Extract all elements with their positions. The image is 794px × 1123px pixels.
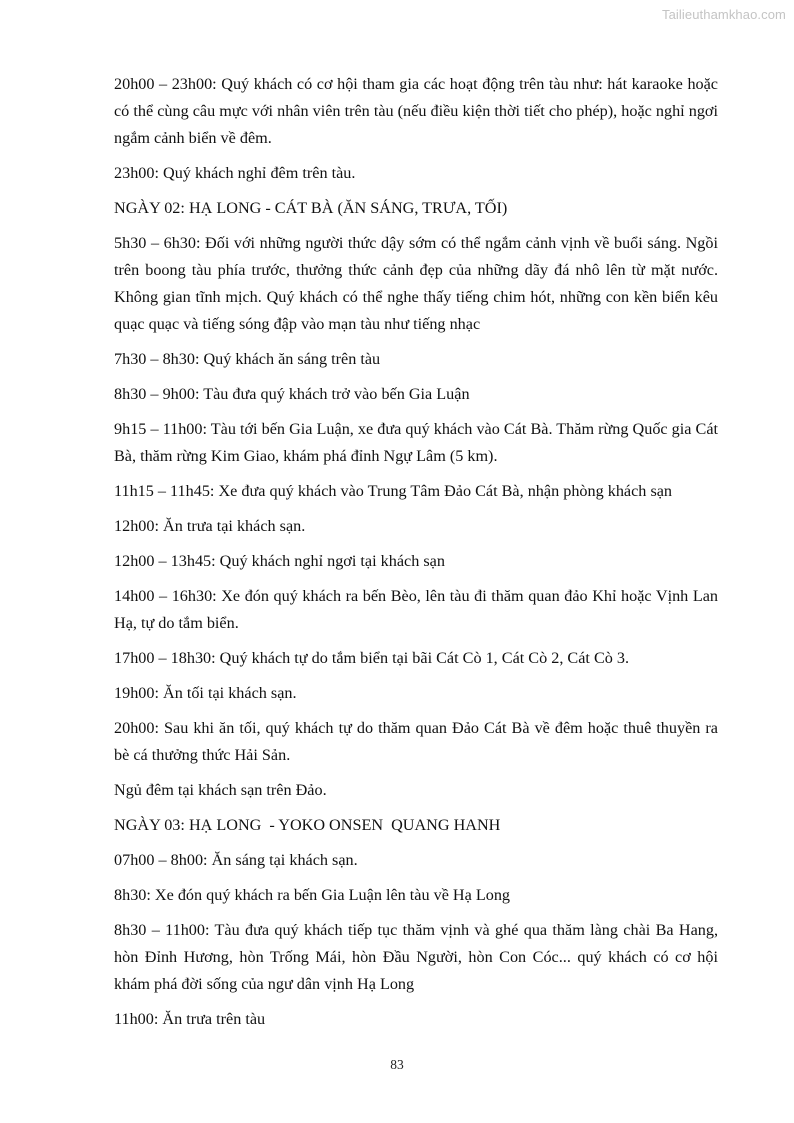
paragraph: 7h30 – 8h30: Quý khách ăn sáng trên tàu xyxy=(114,350,381,368)
paragraph: 07h00 – 8h00: Ăn sáng tại khách sạn. xyxy=(114,851,358,869)
paragraph: 14h00 – 16h30: Xe đón quý khách ra bến Bèo, lên tàu đi thăm quan đảo Khỉ hoặc Vịnh Lan Hạ, tự do tắm biển. xyxy=(114,587,718,632)
paragraph: 20h00: Sau khi ăn tối, quý khách tự do thăm quan Đảo Cát Bà về đêm hoặc thuê thuyền ra bè cá thưởng thức Hải Sản. xyxy=(114,719,718,764)
paragraph: 23h00: Quý khách nghỉ đêm trên tàu. xyxy=(114,164,356,182)
paragraph: 8h30 – 9h00: Tàu đưa quý khách trở vào bến Gia Luận xyxy=(114,385,470,403)
paragraph: 5h30 – 6h30: Đối với những người thức dậy sớm có thể ngắm cảnh vịnh về buổi sáng. Ngồi trên boong tàu phía trước, thưởng thức cảnh đẹp của những dãy đá nhô lên từ mặt nước. Không gian tĩnh mịch. Quý khách có thể nghe thấy tiếng chim hót, những con kền biển kêu quạc quạc và tiếng sóng đập vào mạn tàu như tiếng nhạc xyxy=(114,234,718,333)
paragraph: 9h15 – 11h00: Tàu tới bến Gia Luận, xe đưa quý khách vào Cát Bà. Thăm rừng Quốc gia Cát Bà, thăm rừng Kim Giao, khám phá đỉnh Ngự Lâm (5 km). xyxy=(114,420,718,465)
document-body xyxy=(114,71,718,1041)
paragraph: 12h00: Ăn trưa tại khách sạn. xyxy=(114,517,306,535)
paragraph: 20h00 – 23h00: Quý khách có cơ hội tham gia các hoạt động trên tàu như: hát karaoke hoặc có thể cùng câu mực với nhân viên trên tàu (nếu điều kiện thời tiết cho phép), hoặc nghỉ ngơi ngắm cảnh biển về đêm. xyxy=(114,75,718,147)
page-number: 83 xyxy=(390,1057,404,1072)
paragraph: 11h00: Ăn trưa trên tàu xyxy=(114,1010,266,1028)
paragraph: Ngủ đêm tại khách sạn trên Đảo. xyxy=(114,781,327,799)
paragraph: 12h00 – 13h45: Quý khách nghỉ ngơi tại khách sạn xyxy=(114,552,445,570)
watermark: Tailieuthamkhao.com xyxy=(661,7,786,22)
paragraph: 8h30 – 11h00: Tàu đưa quý khách tiếp tục thăm vịnh và ghé qua thăm làng chài Ba Hang, hòn Đỉnh Hương, hòn Trống Mái, hòn Đầu Người, hòn Con Cóc... quý khách có cơ hội khám phá đời sống của ngư dân vịnh Hạ Long xyxy=(114,921,718,993)
paragraph: 11h15 – 11h45: Xe đưa quý khách vào Trung Tâm Đảo Cát Bà, nhận phòng khách sạn xyxy=(114,482,673,500)
day-heading: NGÀY 02: HẠ LONG - CÁT BÀ (ĂN SÁNG, TRƯA, TỐI) xyxy=(114,199,508,217)
paragraph: 8h30: Xe đón quý khách ra bến Gia Luận lên tàu về Hạ Long xyxy=(114,886,511,904)
paragraph: 19h00: Ăn tối tại khách sạn. xyxy=(114,684,297,702)
paragraph: 17h00 – 18h30: Quý khách tự do tắm biển tại bãi Cát Cò 1, Cát Cò 2, Cát Cò 3. xyxy=(114,649,630,667)
day-heading: NGÀY 03: HẠ LONG - YOKO ONSEN QUANG HANH xyxy=(114,816,501,834)
